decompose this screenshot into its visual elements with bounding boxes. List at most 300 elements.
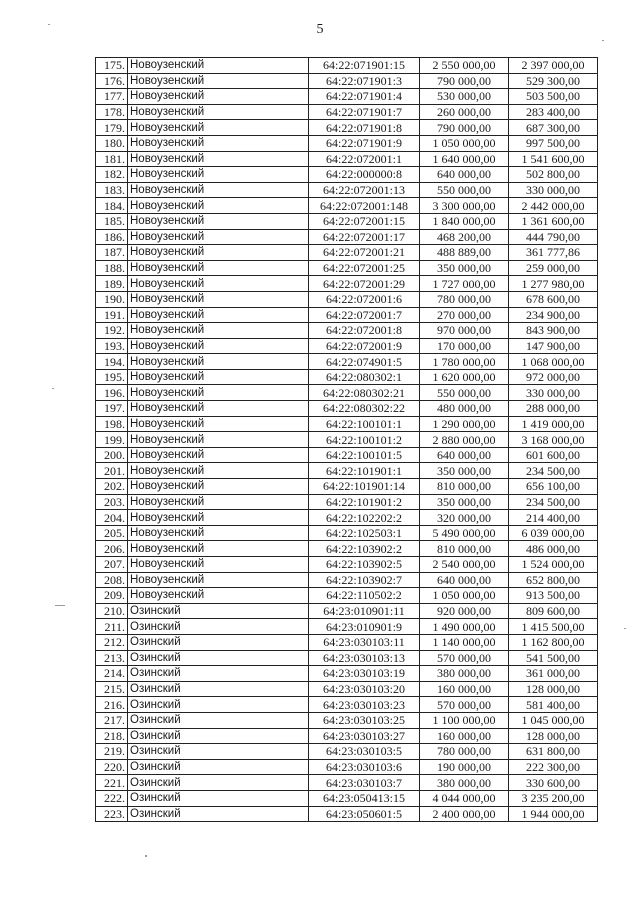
table-row — [96, 182, 598, 198]
value-2: 3 168 000,00 — [509, 432, 598, 448]
table-row — [96, 681, 598, 697]
table-row — [96, 198, 598, 214]
row-number: 217. — [96, 712, 128, 728]
value-2: 234 500,00 — [509, 494, 598, 510]
value-2: 128 000,00 — [509, 728, 598, 744]
row-number: 204. — [96, 510, 128, 526]
value-1: 380 000,00 — [420, 775, 509, 791]
district-name: Озинский — [128, 650, 309, 666]
value-1: 190 000,00 — [420, 759, 509, 775]
row-number: 205. — [96, 525, 128, 541]
district-name: Новоузенский — [128, 494, 309, 510]
value-2: 234 900,00 — [509, 307, 598, 323]
row-number: 219. — [96, 744, 128, 760]
value-1: 5 490 000,00 — [420, 525, 509, 541]
district-name: Озинский — [128, 806, 309, 822]
row-number: 216. — [96, 697, 128, 713]
cadastral-number: 64:22:072001:15 — [309, 213, 420, 229]
cadastral-number: 64:22:100101:2 — [309, 432, 420, 448]
table-row — [96, 276, 598, 292]
cadastral-number: 64:22:074901:5 — [309, 354, 420, 370]
district-name: Озинский — [128, 681, 309, 697]
row-number: 215. — [96, 681, 128, 697]
row-number: 207. — [96, 557, 128, 573]
cadastral-number: 64:22:072001:8 — [309, 323, 420, 339]
row-number: 175. — [96, 58, 128, 74]
value-1: 570 000,00 — [420, 697, 509, 713]
table-row — [96, 603, 598, 619]
cadastral-number: 64:23:030103:7 — [309, 775, 420, 791]
cadastral-number: 64:23:030103:13 — [309, 650, 420, 666]
table-row — [96, 728, 598, 744]
table-row — [96, 245, 598, 261]
cadastral-number: 64:22:071901:4 — [309, 89, 420, 105]
district-name: Новоузенский — [128, 557, 309, 573]
district-name: Новоузенский — [128, 167, 309, 183]
cadastral-number: 64:23:030103:20 — [309, 681, 420, 697]
district-name: Озинский — [128, 744, 309, 760]
cadastral-number: 64:22:072001:1 — [309, 151, 420, 167]
value-2: 361 777,86 — [509, 245, 598, 261]
value-2: 652 800,00 — [509, 572, 598, 588]
district-name: Новоузенский — [128, 338, 309, 354]
value-1: 780 000,00 — [420, 744, 509, 760]
cadastral-number: 64:23:030103:23 — [309, 697, 420, 713]
table-row — [96, 432, 598, 448]
row-number: 200. — [96, 447, 128, 463]
value-2: 1 419 000,00 — [509, 416, 598, 432]
scan-mark — [624, 628, 626, 629]
value-2: 809 600,00 — [509, 603, 598, 619]
district-name: Новоузенский — [128, 198, 309, 214]
row-number: 191. — [96, 307, 128, 323]
cadastral-number: 64:22:100101:1 — [309, 416, 420, 432]
page-number: 5 — [316, 22, 324, 37]
cadastral-number: 64:22:072001:17 — [309, 229, 420, 245]
value-2: 1 541 600,00 — [509, 151, 598, 167]
district-name: Новоузенский — [128, 432, 309, 448]
row-number: 201. — [96, 463, 128, 479]
cadastral-number: 64:22:072001:13 — [309, 182, 420, 198]
value-2: 2 397 000,00 — [509, 58, 598, 74]
district-name: Новоузенский — [128, 354, 309, 370]
value-1: 970 000,00 — [420, 323, 509, 339]
cadastral-number: 64:22:071901:8 — [309, 120, 420, 136]
value-1: 530 000,00 — [420, 89, 509, 105]
value-2: 486 000,00 — [509, 541, 598, 557]
value-2: 687 300,00 — [509, 120, 598, 136]
cadastral-number: 64:22:080302:22 — [309, 401, 420, 417]
value-1: 1 140 000,00 — [420, 634, 509, 650]
value-1: 160 000,00 — [420, 728, 509, 744]
value-2: 631 800,00 — [509, 744, 598, 760]
table-row — [96, 307, 598, 323]
row-number: 181. — [96, 151, 128, 167]
value-1: 640 000,00 — [420, 167, 509, 183]
cadastral-number: 64:23:030103:19 — [309, 666, 420, 682]
row-number: 206. — [96, 541, 128, 557]
row-number: 178. — [96, 104, 128, 120]
table-row — [96, 338, 598, 354]
row-number: 177. — [96, 89, 128, 105]
district-name: Новоузенский — [128, 369, 309, 385]
value-1: 2 400 000,00 — [420, 806, 509, 822]
row-number: 198. — [96, 416, 128, 432]
table-row — [96, 167, 598, 183]
row-number: 176. — [96, 73, 128, 89]
value-1: 350 000,00 — [420, 260, 509, 276]
value-2: 678 600,00 — [509, 291, 598, 307]
value-2: 656 100,00 — [509, 479, 598, 495]
value-2: 222 300,00 — [509, 759, 598, 775]
row-number: 221. — [96, 775, 128, 791]
table-row — [96, 213, 598, 229]
value-2: 147 900,00 — [509, 338, 598, 354]
row-number: 193. — [96, 338, 128, 354]
value-1: 488 889,00 — [420, 245, 509, 261]
row-number: 223. — [96, 806, 128, 822]
table-row — [96, 323, 598, 339]
district-name: Новоузенский — [128, 463, 309, 479]
cadastral-number: 64:22:080302:1 — [309, 369, 420, 385]
value-1: 790 000,00 — [420, 120, 509, 136]
table-row — [96, 790, 598, 806]
value-2: 541 500,00 — [509, 650, 598, 666]
district-name: Новоузенский — [128, 276, 309, 292]
table-row — [96, 463, 598, 479]
value-2: 6 039 000,00 — [509, 525, 598, 541]
cadastral-number: 64:23:030103:5 — [309, 744, 420, 760]
cadastral-number: 64:22:110502:2 — [309, 588, 420, 604]
row-number: 180. — [96, 135, 128, 151]
district-name: Новоузенский — [128, 291, 309, 307]
district-name: Озинский — [128, 775, 309, 791]
value-2: 361 000,00 — [509, 666, 598, 682]
value-1: 1 050 000,00 — [420, 588, 509, 604]
value-1: 810 000,00 — [420, 541, 509, 557]
district-name: Новоузенский — [128, 245, 309, 261]
row-number: 189. — [96, 276, 128, 292]
cadastral-number: 64:22:071901:9 — [309, 135, 420, 151]
district-name: Новоузенский — [128, 416, 309, 432]
value-1: 350 000,00 — [420, 494, 509, 510]
value-2: 3 235 200,00 — [509, 790, 598, 806]
district-name: Озинский — [128, 697, 309, 713]
district-name: Новоузенский — [128, 479, 309, 495]
cadastral-number: 64:22:103902:5 — [309, 557, 420, 573]
cadastral-number: 64:23:050413:15 — [309, 790, 420, 806]
value-2: 1 944 000,00 — [509, 806, 598, 822]
row-number: 203. — [96, 494, 128, 510]
row-number: 192. — [96, 323, 128, 339]
district-name: Новоузенский — [128, 323, 309, 339]
cadastral-number: 64:22:072001:9 — [309, 338, 420, 354]
value-2: 444 790,00 — [509, 229, 598, 245]
table-row — [96, 58, 598, 74]
value-2: 1 415 500,00 — [509, 619, 598, 635]
row-number: 183. — [96, 182, 128, 198]
table-row — [96, 260, 598, 276]
row-number: 199. — [96, 432, 128, 448]
table-row — [96, 135, 598, 151]
table-row — [96, 588, 598, 604]
value-1: 640 000,00 — [420, 447, 509, 463]
district-name: Новоузенский — [128, 89, 309, 105]
row-number: 214. — [96, 666, 128, 682]
cadastral-number: 64:22:072001:148 — [309, 198, 420, 214]
value-1: 1 290 000,00 — [420, 416, 509, 432]
table-row — [96, 697, 598, 713]
district-name: Новоузенский — [128, 120, 309, 136]
row-number: 185. — [96, 213, 128, 229]
row-number: 195. — [96, 369, 128, 385]
table-row — [96, 369, 598, 385]
value-2: 601 600,00 — [509, 447, 598, 463]
scan-mark — [55, 605, 65, 606]
district-name: Озинский — [128, 666, 309, 682]
value-2: 502 800,00 — [509, 167, 598, 183]
value-1: 160 000,00 — [420, 681, 509, 697]
value-1: 570 000,00 — [420, 650, 509, 666]
cadastral-number: 64:22:071901:7 — [309, 104, 420, 120]
cadastral-number: 64:23:030103:27 — [309, 728, 420, 744]
value-2: 997 500,00 — [509, 135, 598, 151]
table-row — [96, 120, 598, 136]
table-row — [96, 291, 598, 307]
value-2: 972 000,00 — [509, 369, 598, 385]
table-row — [96, 385, 598, 401]
row-number: 197. — [96, 401, 128, 417]
district-name: Озинский — [128, 759, 309, 775]
value-1: 790 000,00 — [420, 73, 509, 89]
value-2: 234 500,00 — [509, 463, 598, 479]
table-row — [96, 510, 598, 526]
value-1: 550 000,00 — [420, 182, 509, 198]
cadastral-number: 64:22:101901:14 — [309, 479, 420, 495]
cadastral-number: 64:22:101901:2 — [309, 494, 420, 510]
cadastral-number: 64:23:030103:25 — [309, 712, 420, 728]
scan-mark — [52, 388, 54, 389]
value-1: 1 640 000,00 — [420, 151, 509, 167]
row-number: 184. — [96, 198, 128, 214]
cadastral-number: 64:22:072001:6 — [309, 291, 420, 307]
district-name: Новоузенский — [128, 588, 309, 604]
district-name: Новоузенский — [128, 58, 309, 74]
table-row — [96, 775, 598, 791]
district-name: Новоузенский — [128, 510, 309, 526]
value-2: 1 361 600,00 — [509, 213, 598, 229]
table-row — [96, 151, 598, 167]
cadastral-number: 64:23:010901:9 — [309, 619, 420, 635]
value-1: 640 000,00 — [420, 572, 509, 588]
table-row — [96, 557, 598, 573]
table-row — [96, 416, 598, 432]
value-1: 1 490 000,00 — [420, 619, 509, 635]
cadastral-number: 64:22:071901:3 — [309, 73, 420, 89]
cadastral-number: 64:22:101901:1 — [309, 463, 420, 479]
cadastral-number: 64:22:080302:21 — [309, 385, 420, 401]
district-name: Озинский — [128, 712, 309, 728]
row-number: 187. — [96, 245, 128, 261]
district-name: Озинский — [128, 603, 309, 619]
value-2: 503 500,00 — [509, 89, 598, 105]
row-number: 212. — [96, 634, 128, 650]
district-name: Новоузенский — [128, 229, 309, 245]
value-2: 843 900,00 — [509, 323, 598, 339]
row-number: 220. — [96, 759, 128, 775]
district-name: Озинский — [128, 634, 309, 650]
row-number: 194. — [96, 354, 128, 370]
cadastral-number: 64:22:072001:7 — [309, 307, 420, 323]
row-number: 182. — [96, 167, 128, 183]
cadastral-number: 64:23:030103:11 — [309, 634, 420, 650]
row-number: 208. — [96, 572, 128, 588]
value-2: 330 000,00 — [509, 182, 598, 198]
value-2: 913 500,00 — [509, 588, 598, 604]
row-number: 222. — [96, 790, 128, 806]
value-1: 260 000,00 — [420, 104, 509, 120]
district-name: Озинский — [128, 728, 309, 744]
value-1: 468 200,00 — [420, 229, 509, 245]
row-number: 211. — [96, 619, 128, 635]
scan-mark — [602, 40, 604, 41]
table-row — [96, 525, 598, 541]
value-2: 214 400,00 — [509, 510, 598, 526]
table-row — [96, 401, 598, 417]
value-2: 330 600,00 — [509, 775, 598, 791]
scan-mark — [145, 855, 147, 857]
district-name: Новоузенский — [128, 525, 309, 541]
district-name: Новоузенский — [128, 541, 309, 557]
value-2: 259 000,00 — [509, 260, 598, 276]
district-name: Новоузенский — [128, 213, 309, 229]
value-1: 1 840 000,00 — [420, 213, 509, 229]
row-number: 209. — [96, 588, 128, 604]
value-2: 529 300,00 — [509, 73, 598, 89]
district-name: Новоузенский — [128, 73, 309, 89]
value-1: 380 000,00 — [420, 666, 509, 682]
value-1: 1 727 000,00 — [420, 276, 509, 292]
land-plot-table — [95, 57, 598, 822]
cadastral-number: 64:22:000000:8 — [309, 167, 420, 183]
cadastral-number: 64:22:072001:21 — [309, 245, 420, 261]
value-2: 1 068 000,00 — [509, 354, 598, 370]
value-1: 270 000,00 — [420, 307, 509, 323]
district-name: Озинский — [128, 790, 309, 806]
value-1: 1 050 000,00 — [420, 135, 509, 151]
table-body — [96, 58, 598, 822]
row-number: 196. — [96, 385, 128, 401]
table-row — [96, 89, 598, 105]
cadastral-number: 64:22:103902:2 — [309, 541, 420, 557]
district-name: Новоузенский — [128, 307, 309, 323]
value-1: 2 540 000,00 — [420, 557, 509, 573]
cadastral-number: 64:23:050601:5 — [309, 806, 420, 822]
value-1: 780 000,00 — [420, 291, 509, 307]
value-1: 3 300 000,00 — [420, 198, 509, 214]
table-row — [96, 229, 598, 245]
district-name: Новоузенский — [128, 135, 309, 151]
cadastral-number: 64:22:072001:25 — [309, 260, 420, 276]
cadastral-number: 64:22:103902:7 — [309, 572, 420, 588]
table-row — [96, 447, 598, 463]
district-name: Озинский — [128, 619, 309, 635]
table-row — [96, 104, 598, 120]
table-row — [96, 650, 598, 666]
value-1: 170 000,00 — [420, 338, 509, 354]
value-2: 1 277 980,00 — [509, 276, 598, 292]
value-2: 283 400,00 — [509, 104, 598, 120]
row-number: 188. — [96, 260, 128, 276]
table-row — [96, 634, 598, 650]
table-row — [96, 73, 598, 89]
table-row — [96, 744, 598, 760]
cadastral-number: 64:22:102202:2 — [309, 510, 420, 526]
table-row — [96, 619, 598, 635]
value-1: 2 880 000,00 — [420, 432, 509, 448]
row-number: 213. — [96, 650, 128, 666]
table-row — [96, 666, 598, 682]
value-1: 1 100 000,00 — [420, 712, 509, 728]
value-1: 1 620 000,00 — [420, 369, 509, 385]
table-row — [96, 494, 598, 510]
value-1: 2 550 000,00 — [420, 58, 509, 74]
cadastral-number: 64:23:030103:6 — [309, 759, 420, 775]
row-number: 202. — [96, 479, 128, 495]
table-row — [96, 572, 598, 588]
district-name: Новоузенский — [128, 385, 309, 401]
cadastral-number: 64:22:071901:15 — [309, 58, 420, 74]
value-1: 550 000,00 — [420, 385, 509, 401]
row-number: 218. — [96, 728, 128, 744]
value-2: 288 000,00 — [509, 401, 598, 417]
district-name: Новоузенский — [128, 401, 309, 417]
district-name: Новоузенский — [128, 104, 309, 120]
value-2: 581 400,00 — [509, 697, 598, 713]
district-name: Новоузенский — [128, 260, 309, 276]
district-name: Новоузенский — [128, 182, 309, 198]
value-1: 320 000,00 — [420, 510, 509, 526]
value-1: 810 000,00 — [420, 479, 509, 495]
row-number: 190. — [96, 291, 128, 307]
table-row — [96, 806, 598, 822]
table-row — [96, 479, 598, 495]
table-row — [96, 541, 598, 557]
row-number: 210. — [96, 603, 128, 619]
cadastral-number: 64:22:100101:5 — [309, 447, 420, 463]
value-2: 128 000,00 — [509, 681, 598, 697]
cadastral-number: 64:22:072001:29 — [309, 276, 420, 292]
scan-mark — [48, 24, 50, 25]
cadastral-number: 64:23:010901:11 — [309, 603, 420, 619]
value-2: 2 442 000,00 — [509, 198, 598, 214]
district-name: Новоузенский — [128, 151, 309, 167]
value-1: 920 000,00 — [420, 603, 509, 619]
district-name: Новоузенский — [128, 572, 309, 588]
value-1: 350 000,00 — [420, 463, 509, 479]
cadastral-number: 64:22:102503:1 — [309, 525, 420, 541]
table-row — [96, 712, 598, 728]
table-row — [96, 759, 598, 775]
district-name: Новоузенский — [128, 447, 309, 463]
value-1: 480 000,00 — [420, 401, 509, 417]
value-2: 1 524 000,00 — [509, 557, 598, 573]
row-number: 179. — [96, 120, 128, 136]
value-1: 1 780 000,00 — [420, 354, 509, 370]
table-row — [96, 354, 598, 370]
value-2: 1 162 800,00 — [509, 634, 598, 650]
value-2: 1 045 000,00 — [509, 712, 598, 728]
